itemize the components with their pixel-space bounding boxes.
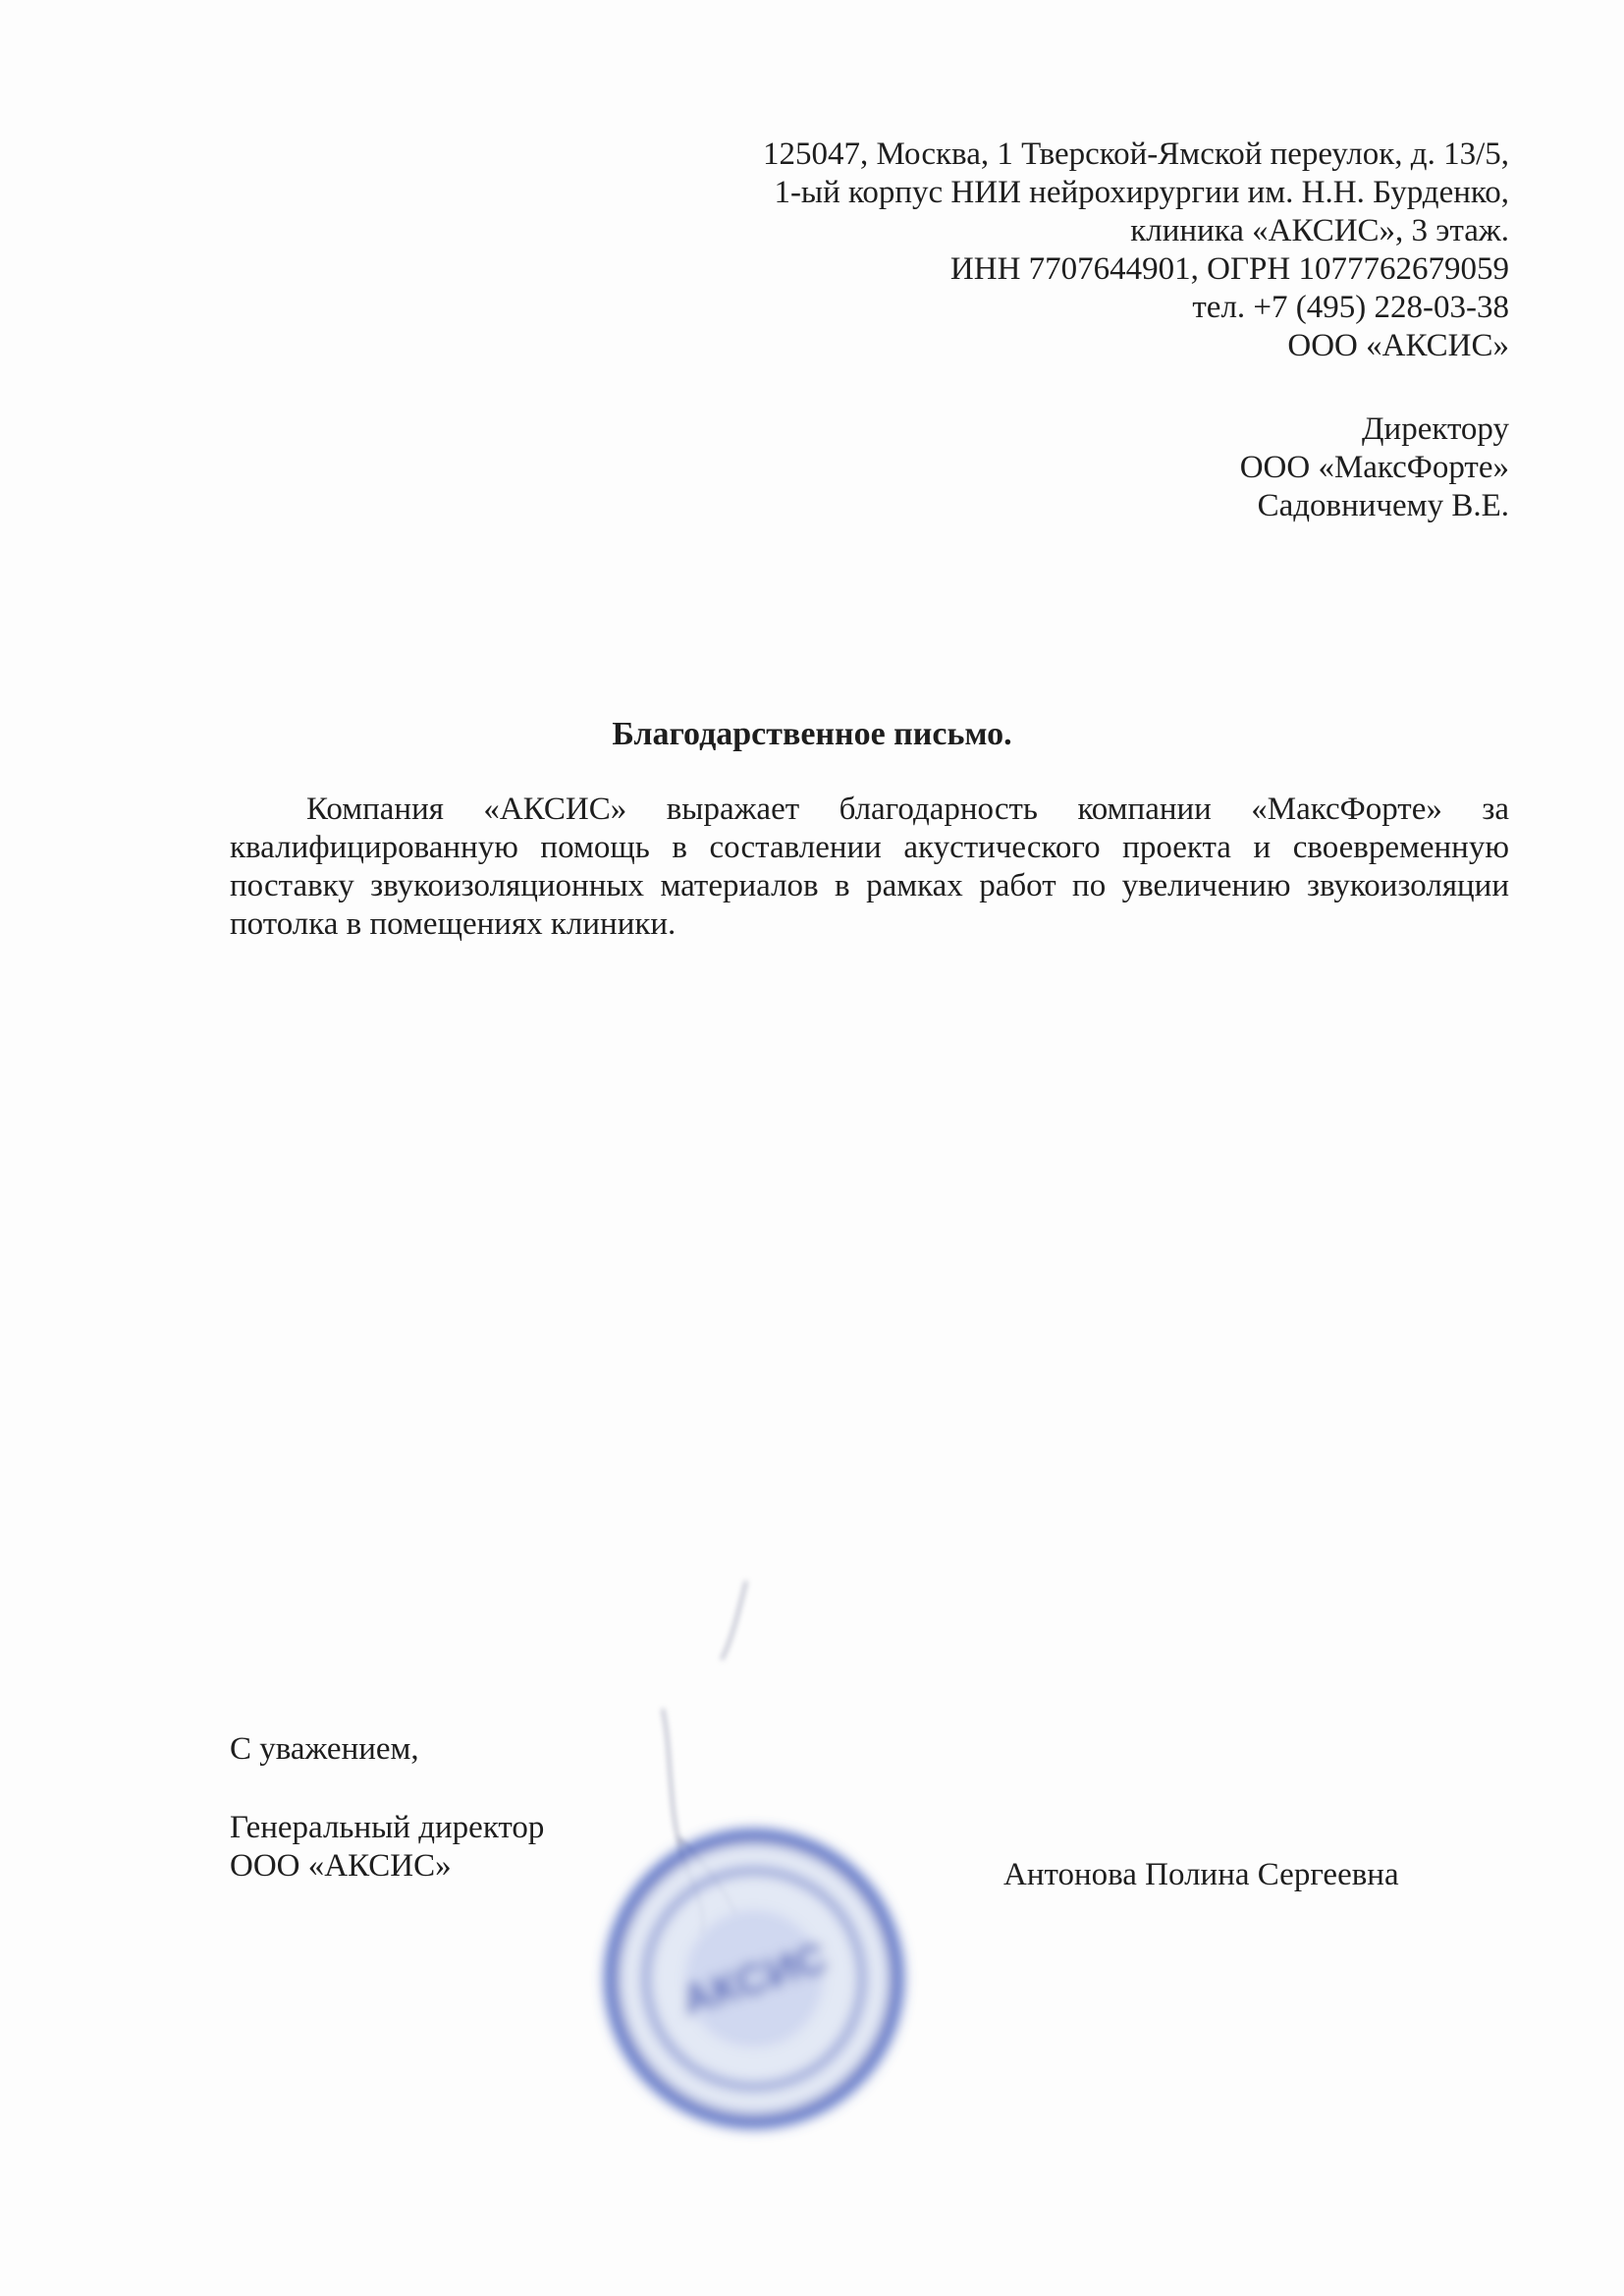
- recipient-line: Директору: [1362, 411, 1509, 447]
- signer-position: [230, 1809, 544, 1886]
- sender-line: клиника «АКСИС», 3 этаж.: [1130, 213, 1509, 248]
- letter-title: Благодарственное письмо.: [612, 716, 1012, 752]
- sender-line: 1-ый корпус НИИ нейрохирургии им. Н.Н. Бурденко,: [774, 175, 1509, 210]
- sender-line: тел. +7 (495) 228-03-38: [1192, 290, 1509, 325]
- sender-line: ООО «АКСИС»: [1287, 328, 1509, 363]
- stamp-seal: [612, 1836, 896, 2121]
- sender-line: 125047, Москва, 1 Тверской-Ямской переулок, д. 13/5,: [763, 137, 1509, 172]
- stamp-text: АКСИС: [675, 1933, 834, 2026]
- closing-phrase: С уважением,: [230, 1731, 419, 1767]
- recipient-line: ООО «МаксФорте»: [1239, 450, 1509, 485]
- sender-line: ИНН 7707644901, ОГРН 1077762679059: [949, 251, 1509, 287]
- recipient-block: [822, 410, 1509, 525]
- letter-body: Компания «АКСИС» выражает благодарность компании «МаксФорте» за квалифицированную помощь в составлении акустического проекта и своевременную поставку звукоизоляционных материалов в рамках работ по увеличению звукоизоляции потолка в помещениях клиники.: [230, 792, 1509, 942]
- recipient-line: Садовничему В.Е.: [1257, 488, 1509, 523]
- company-stamp-with-signature: [589, 1561, 923, 2229]
- position-line: ООО «АКСИС»: [230, 1848, 452, 1884]
- sender-address-block: [625, 136, 1509, 365]
- position-line: Генеральный директор: [230, 1810, 545, 1845]
- signer-name: Антонова Полина Сергеевна: [1003, 1857, 1399, 1892]
